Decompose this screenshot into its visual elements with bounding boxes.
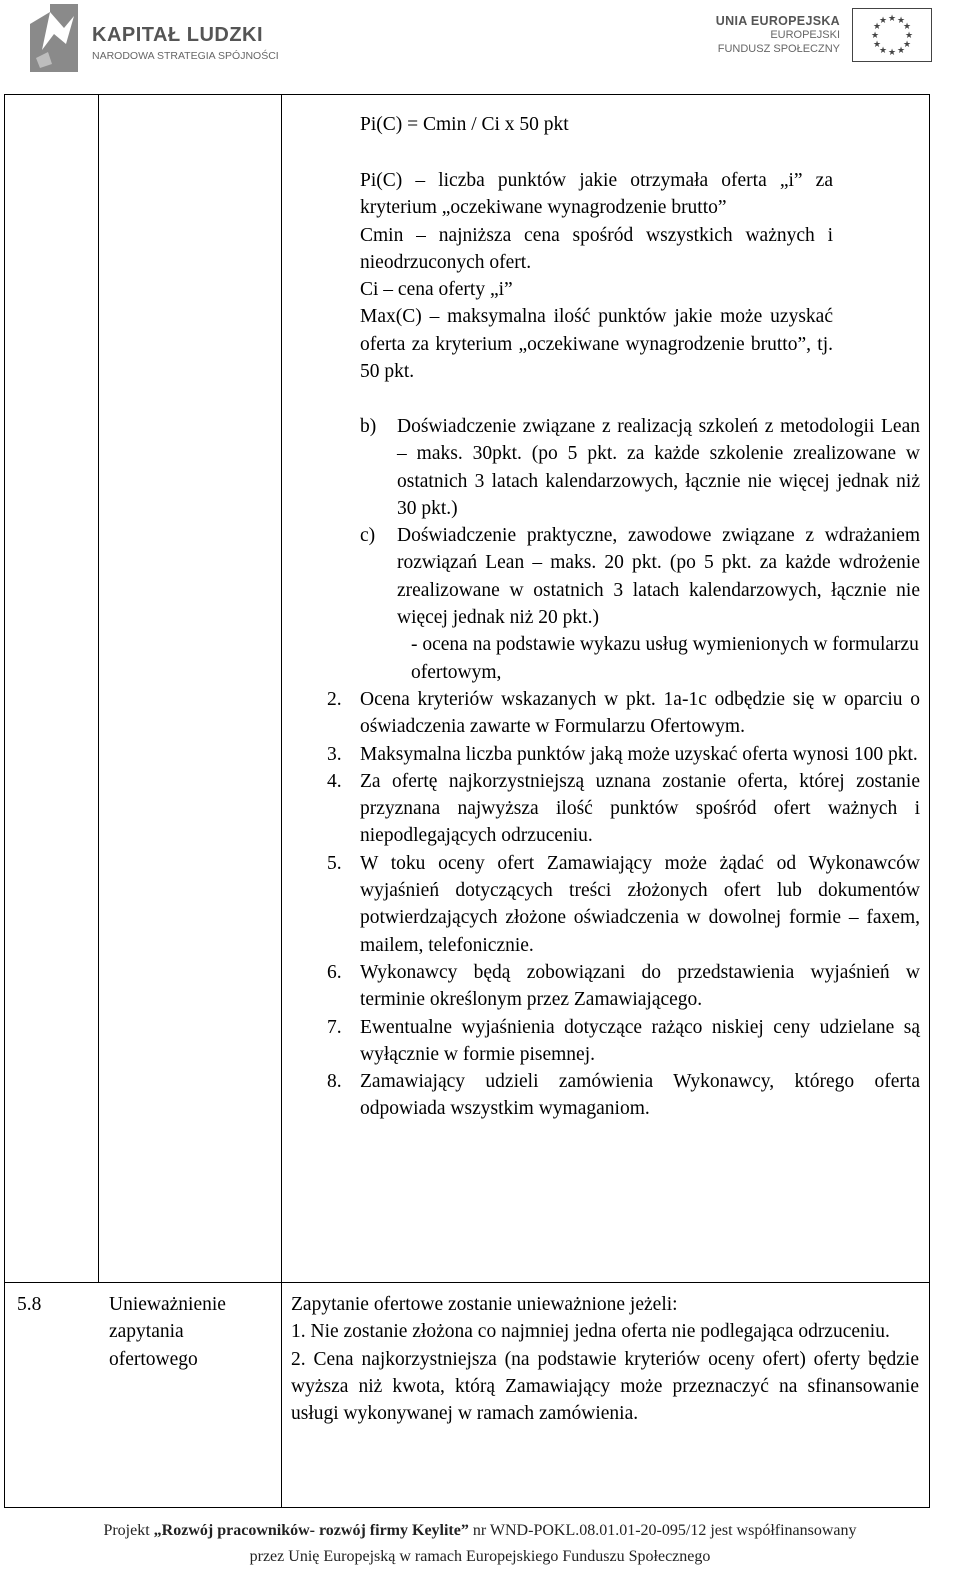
list-item-text: W toku oceny ofert Zamawiający może żądać od Wykonawców wyjaśnień dotyczących treści złożonych ofert lub dokumentów potwierdzających złożone oświadczenia w dowolnej formie – faxem, mailem, telefonicznie. <box>360 852 920 956</box>
list-item <box>327 1014 920 1069</box>
formula-legend <box>360 167 833 385</box>
list-number: 2. <box>327 688 342 710</box>
logo-title: KAPITAŁ LUDZKI <box>92 24 264 46</box>
svg-text:★: ★ <box>896 16 906 26</box>
document-table <box>4 94 930 1508</box>
footer-line-2: przez Unię Europejską w ramach Europejskiego Funduszu Społecznego <box>249 1548 711 1565</box>
list-item-text: Doświadczenie związane z realizacją szkoleń z metodologii Lean – maks. 30pkt. (po 5 pkt. za każde szkolenie zrealizowane w ostatnich 3 latach kalendarzowych, łącznie nie więcej jednak niż 30 pkt.) <box>397 416 920 519</box>
list-item <box>327 686 920 741</box>
list-number: 3. <box>327 743 342 765</box>
list-number: 7. <box>327 1016 342 1038</box>
svg-text:★: ★ <box>870 31 880 41</box>
list-item-text: Za ofertę najkorzystniejszą uznana zostanie oferta, której zostanie przyznana najwyższa ilość punktów spośród ofert ważnych i niepodlegających odrzuceniu. <box>360 770 920 847</box>
section-number: 5.8 <box>17 1294 42 1315</box>
legend-item: Ci – cena oferty „i” <box>360 279 513 301</box>
svg-text:★: ★ <box>872 40 882 50</box>
column-divider <box>98 95 99 1282</box>
list-item-text: Zamawiający udzieli zamówienia Wykonawcy, którego oferta odpowiada wszystkim wymaganiom. <box>360 1071 920 1120</box>
section-title: Unieważnienie zapytania ofertowego <box>109 1294 226 1370</box>
criteria-list <box>327 413 920 1123</box>
list-item <box>327 850 920 959</box>
kapital-ludzki-logo <box>30 4 279 74</box>
svg-text:★: ★ <box>896 46 906 56</box>
list-marker: c) <box>360 525 376 547</box>
page-header <box>0 0 960 80</box>
section-body <box>291 1291 919 1427</box>
list-item-text: Maksymalna liczba punktów jaką może uzyskać oferta wynosi 100 pkt. <box>360 743 918 765</box>
list-item-text: Doświadczenie praktyczne, zawodowe związane z wdrażaniem rozwiązań Lean – maks. 20 pkt. (po 5 pkt. za każde wdrożenie zrealizowane w ostatnich 3 latach kalendarzowych, łącznie nie więcej jednak niż 20 pkt.) <box>397 525 920 629</box>
list-item <box>327 741 920 768</box>
legend-item: Pi(C) – liczba punktów jakie otrzymała oferta „i” za kryterium „oczekiwane wynagrodzenie brutto” <box>360 170 833 219</box>
eu-logo-line1: UNIA EUROPEJSKA <box>715 14 840 28</box>
list-number: 5. <box>327 852 342 874</box>
list-item <box>360 413 920 522</box>
legend-item: Max(C) – maksymalna ilość punktów jakie może uzyskać oferta za kryterium „oczekiwane wynagrodzenie brutto”, tj. 50 pkt. <box>360 306 833 383</box>
list-item <box>327 1068 920 1123</box>
section-item: 2. Cena najkorzystniejsza (na podstawie kryteriów oceny ofert) oferty będzie wyższa niż kwota, którą Zamawiający może przeznaczyć na sfinansowanie usługi wykonywanej w ramach zamówienia. <box>291 1348 919 1425</box>
row-divider <box>5 1282 929 1283</box>
footer-suffix: nr WND-POKL.08.01.01-20-095/12 jest współfinansowany <box>468 1522 857 1539</box>
list-item <box>327 959 920 1014</box>
svg-text:★: ★ <box>878 16 888 26</box>
svg-text:★: ★ <box>887 14 897 24</box>
list-item <box>327 768 920 850</box>
svg-text:★: ★ <box>887 48 897 58</box>
logo-subtitle: NARODOWA STRATEGIA SPÓJNOŚCI <box>92 50 279 62</box>
list-item <box>360 522 920 631</box>
kapital-ludzki-emblem-icon <box>30 4 78 72</box>
eu-flag-icon <box>852 8 932 62</box>
svg-text:★: ★ <box>904 31 914 41</box>
list-number: 4. <box>327 770 342 792</box>
list-number: 8. <box>327 1071 342 1093</box>
svg-text:★: ★ <box>902 40 912 50</box>
svg-text:★: ★ <box>878 46 888 56</box>
footer-line-1 <box>0 1518 960 1544</box>
footer-project-title: „Rozwój pracowników- rozwój firmy Keylite” <box>153 1522 469 1539</box>
section-item: 1. Nie zostanie złożona co najmniej jedna oferta nie podlegająca odrzuceniu. <box>291 1321 890 1343</box>
eu-logo <box>692 8 932 64</box>
list-item-text: Ewentualne wyjaśnienia dotyczące rażąco niskiej ceny udzielane są wyłącznie w formie pisemnej. <box>360 1016 920 1065</box>
svg-text:★: ★ <box>872 22 882 32</box>
eu-logo-line3: FUNDUSZ SPOŁECZNY <box>717 43 840 55</box>
legend-item: Cmin – najniższa cena spośród wszystkich ważnych i nieodrzuconych ofert. <box>360 224 833 273</box>
list-number: 6. <box>327 961 342 983</box>
column-divider <box>281 95 282 1507</box>
footer-prefix: Projekt <box>103 1522 154 1539</box>
formula: Pi(C) = Cmin / Ci x 50 pkt <box>360 114 569 135</box>
eu-logo-line2: EUROPEJSKI <box>770 29 840 41</box>
section-intro: Zapytanie ofertowe zostanie unieważnione jeżeli: <box>291 1294 678 1315</box>
page-footer <box>0 1518 960 1570</box>
list-item-text: Ocena kryteriów wskazanych w pkt. 1a-1c odbędzie się w oparciu o oświadczenia zawarte w Formularzu Ofertowym. <box>360 688 920 738</box>
criteria-note: - ocena na podstawie wykazu usług wymienionych w formularzu ofertowym, <box>411 634 919 683</box>
list-item-text: Wykonawcy będą zobowiązani do przedstawienia wyjaśnień w terminie określonym przez Zamawiającego. <box>360 961 920 1011</box>
list-marker: b) <box>360 416 377 437</box>
svg-text:★: ★ <box>902 22 912 32</box>
